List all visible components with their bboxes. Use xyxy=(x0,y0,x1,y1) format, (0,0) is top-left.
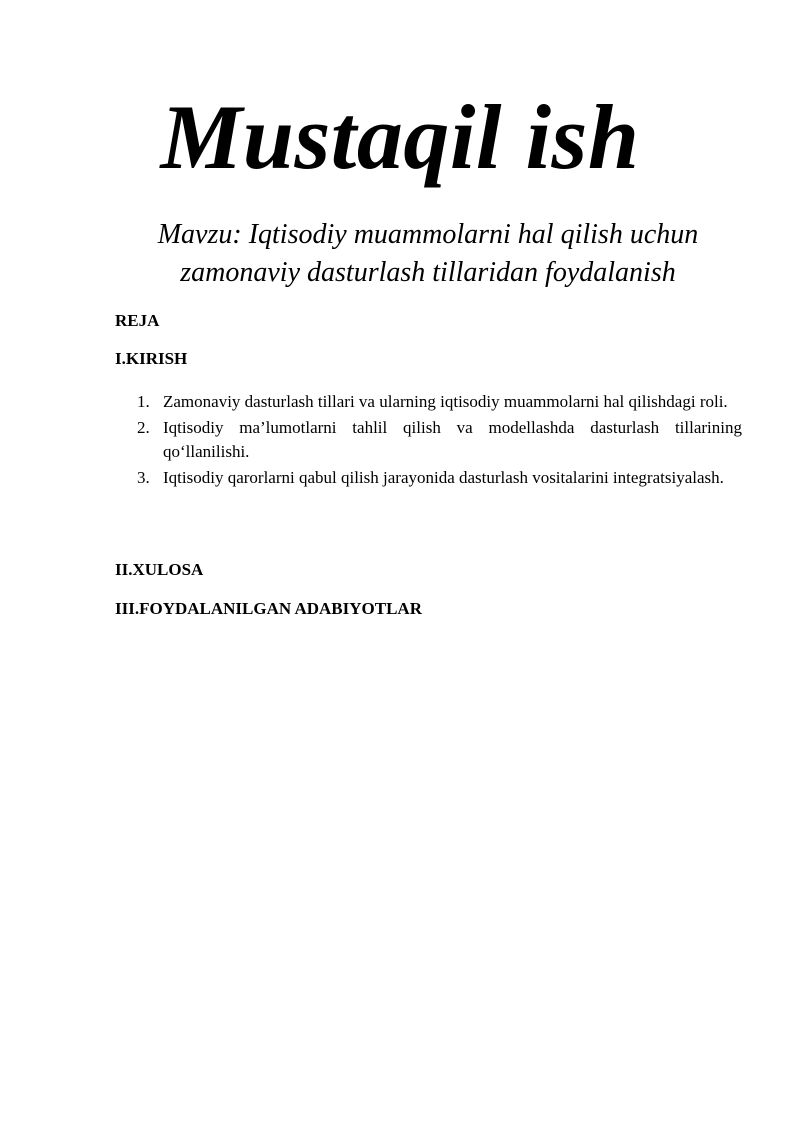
plan-item-text: Zamonaviy dasturlash tillari va ularning iqtisodiy muammolarni hal qilishdagi roli. xyxy=(163,392,728,411)
plan-item-text: Iqtisodiy qarorlarni qabul qilish jarayonida dasturlash vositalarini integratsiyalash. xyxy=(163,467,724,487)
plan-list xyxy=(115,390,742,491)
plan-item-text: Iqtisodiy ma’lumotlarni tahlil qilish va modellashda dasturlash tillarining qo‘llanilishi. xyxy=(163,417,742,461)
references-heading: III.FOYDALANILGAN ADABIYOTLAR xyxy=(115,599,422,618)
plan-item-1 xyxy=(115,390,742,415)
plan-item-number: 2. xyxy=(137,417,150,437)
plan-item-3 xyxy=(115,466,742,491)
plan-item-number: 3. xyxy=(137,467,150,487)
intro-heading: I.KIRISH xyxy=(115,349,188,368)
document-subtitle: Mavzu: Iqtisodiy muammolarni hal qilish uchun zamonaviy dasturlash tillaridan foydalanish xyxy=(157,219,699,288)
document-title: Mustaqil ish xyxy=(160,86,640,188)
plan-item-2 xyxy=(115,416,742,465)
plan-item-number: 1. xyxy=(137,392,150,411)
reja-heading: REJA xyxy=(115,311,160,330)
conclusion-heading: II.XULOSA xyxy=(115,560,204,579)
